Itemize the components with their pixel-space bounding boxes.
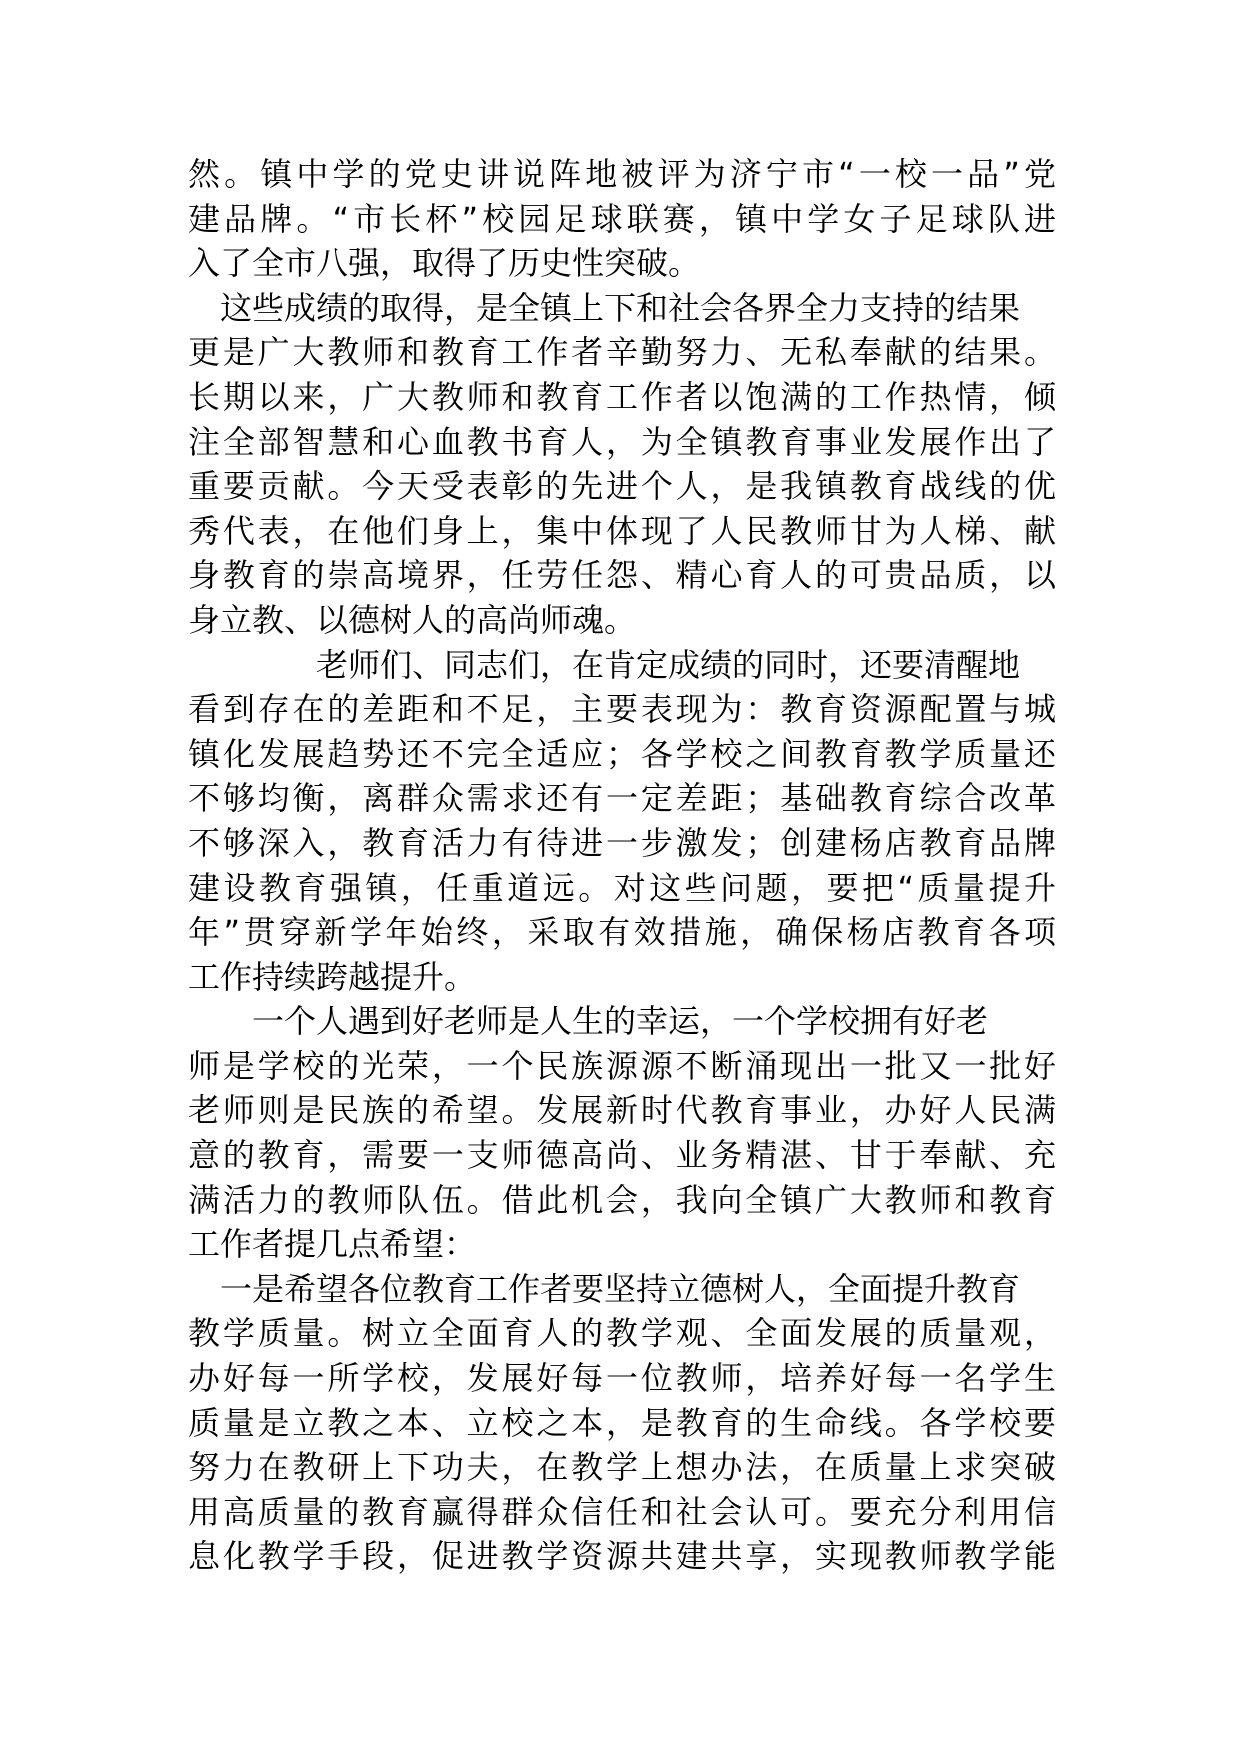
text-line: 办好每一所学校，发展好每一位教师，培养好每一名学生 [188,1359,1056,1398]
text-line: 重要贡献。今天受表彰的先进个人，是我镇教育战线的优 [188,467,1056,506]
text-line: 秀代表，在他们身上，集中体现了人民教师甘为人梯、献 [188,511,1056,550]
text-line: 身立教、以德树人的高尚师魂。 [188,600,637,639]
body-text [188,152,1056,1579]
text-line: 镇化发展趋势还不完全适应；各学校之间教育教学质量还 [188,734,1056,773]
text-line: 长期以来，广大教师和教育工作者以饱满的工作热情，倾 [188,377,1056,416]
text-line: 这些成绩的取得，是全镇上下和社会各界全力支持的结果 [220,288,1021,327]
text-line: 质量是立教之本、立校之本，是教育的生命线。各学校要 [188,1403,1056,1442]
text-line: 入了全市八强，取得了历史性突破。 [188,244,701,283]
text-line: 更是广大教师和教育工作者辛勤努力、无私奉献的结果。 [188,333,1056,372]
text-line: 教学质量。树立全面育人的教学观、全面发展的质量观， [188,1314,1056,1353]
text-line: 满活力的教师队伍。借此机会，我向全镇广大教师和教育 [188,1180,1056,1219]
text-line: 注全部智慧和心血教书育人，为全镇教育事业发展作出了 [188,422,1056,461]
text-line: 息化教学手段，促进教学资源共建共享，实现教师教学能 [188,1537,1056,1576]
text-line: 工作持续跨越提升。 [188,957,477,996]
text-line: 工作者提几点希望： [188,1225,477,1264]
text-line: 师是学校的光荣，一个民族源源不断涌现出一批又一批好 [188,1046,1056,1085]
text-line: 然。镇中学的党史讲说阵地被评为济宁市“一校一品”党 [188,155,1056,193]
text-line: 身教育的崇高境界，任劳任怨、精心育人的可贵品质，以 [188,556,1056,595]
text-line: 用高质量的教育赢得群众信任和社会认可。要充分利用信 [188,1492,1056,1531]
text-line: 老师则是民族的希望。发展新时代教育事业，办好人民满 [188,1091,1056,1130]
text-line: 建品牌。“市长杯”校园足球联赛，镇中学女子足球队进 [188,199,1056,238]
text-line: 看到存在的差距和不足，主要表现为：教育资源配置与城 [188,690,1056,729]
text-line: 年”贯穿新学年始终，采取有效措施，确保杨店教育各项 [188,913,1056,952]
text-line: 一个人遇到好老师是人生的幸运，一个学校拥有好老 [252,1002,989,1041]
text-line: 老师们、同志们，在肯定成绩的同时，还要清醒地 [316,645,1021,684]
text-line: 意的教育，需要一支师德高尚、业务精湛、甘于奉献、充 [188,1136,1056,1175]
text-line: 不够均衡，离群众需求还有一定差距；基础教育综合改革 [188,779,1056,818]
text-line: 一是希望各位教育工作者要坚持立德树人，全面提升教育 [220,1269,1021,1308]
text-line: 努力在教研上下功夫，在教学上想办法，在质量上求突破 [188,1448,1056,1487]
text-line: 不够深入，教育活力有待进一步激发；创建杨店教育品牌 [188,823,1056,862]
text-line: 建设教育强镇，任重道远。对这些问题，要把“质量提升 [188,868,1056,907]
